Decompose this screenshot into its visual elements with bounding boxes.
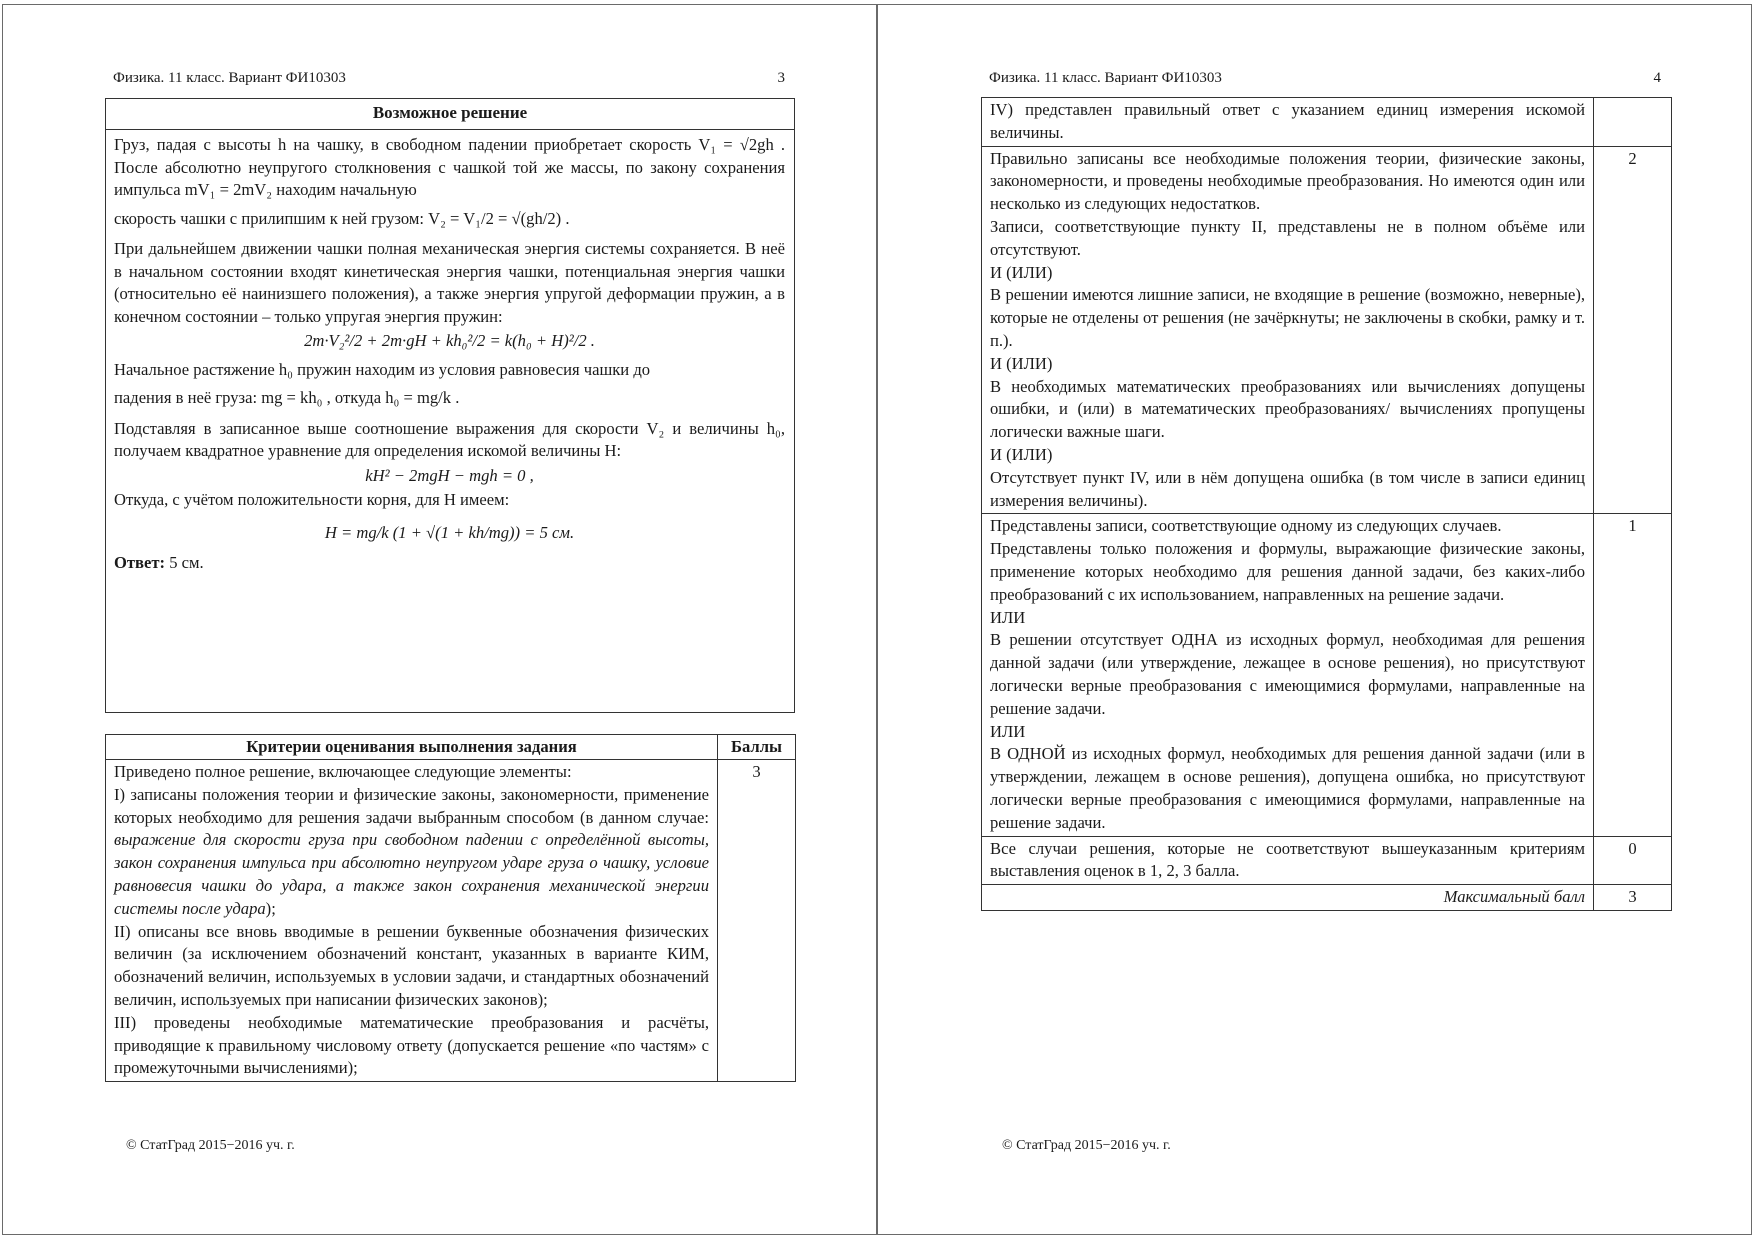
- solution-paragraph-2: При дальнейшем движении чашки полная механическая энергия системы сохраняется. В неё в начальном состоянии входят кинетическая энергия чашки, потенциальная энергия чашки (относительно её наинизшего положения), а также энергия упругой деформации пружин, а в конечном состоянии – только упругая энергия пружин:: [114, 239, 785, 326]
- criteria-cell: [982, 146, 1594, 514]
- criteria-line: Отсутствует пункт IV, или в нём допущена ошибка (в том числе в записи единиц измерения величины).: [990, 467, 1585, 510]
- solution-paragraph-3: Начальное растяжение h₀ пружин находим из условия равновесия чашки до: [114, 359, 651, 379]
- criteria-item-2: II) описаны все вновь вводимые в решении буквенные обозначения физических величин (за исключением обозначений констант, указанных в варианте КИМ, обозначений величин, используемых в условии задачи, и стандартных обозначений величин, используемых при написании физических законов);: [114, 921, 709, 1009]
- criteria-line: И (ИЛИ): [990, 353, 1053, 373]
- criteria-cell: IV) представлен правильный ответ с указанием единиц измерения искомой величины.: [982, 98, 1594, 147]
- score-cell: 1: [1594, 514, 1672, 836]
- table-row: [982, 836, 1672, 885]
- criteria-line: В решении имеются лишние записи, не входящие в решение (возможно, неверные), которые не отделены от решения (не зачёркнуты; не заключены в скобки, рамку и т. п.).: [990, 285, 1585, 350]
- criteria-table-part-2: [981, 97, 1672, 911]
- answer-value: 5 см.: [169, 553, 204, 572]
- criteria-column-header: Критерии оценивания выполнения задания: [106, 735, 718, 760]
- page-number: 3: [777, 70, 785, 86]
- equation-energy: 2m·V₂²/2 + 2m·gH + kh₀²/2 = k(h₀ + H)²/2 .: [304, 331, 595, 350]
- equation-quadratic: kH² − 2mgH − mgh = 0 ,: [365, 465, 534, 485]
- score-cell: [1594, 98, 1672, 147]
- criteria-line: И (ИЛИ): [990, 262, 1053, 282]
- criteria-item-1-italic: выражение для скорости груза при свободном падении с определённой высоты, закон сохранения импульса при абсолютно неупругом ударе груза о чашку, условие равновесия чашки до удара, а также закон сохранения механической энергии системы после удара: [114, 830, 709, 918]
- criteria-line: ИЛИ: [990, 607, 1026, 627]
- criteria-item-3: III) проведены необходимые математические преобразования и расчёты, приводящие к правильному числовому ответу (допускается решение «по частям» с промежуточными вычислениями);: [114, 1012, 709, 1078]
- score-cell: 3: [718, 760, 796, 1082]
- criteria-item-1-text: I) записаны положения теории и физические законы, закономерности, применение которых необходимо для решения задачи выбранным способом (в данном случае:: [114, 784, 709, 827]
- table-row: [982, 885, 1672, 911]
- criteria-line: ИЛИ: [990, 721, 1026, 741]
- table-row: [982, 146, 1672, 514]
- criteria-line: Представлены записи, соответствующие одному из следующих случаев.: [990, 516, 1502, 536]
- criteria-table-part-1: [105, 734, 796, 1082]
- solution-box: [105, 98, 795, 713]
- solution-paragraph-1: Груз, падая с высоты h на чашку, в свободном падении приобретает скорость V₁ = √2gh . После абсолютно неупругого столкновения с чашкой той же массы, по закону сохранения импульса mV₁ = 2mV₂ находим начальную: [114, 135, 785, 199]
- table-row: [982, 98, 1672, 147]
- table-row: [982, 514, 1672, 836]
- solution-paragraph-4: Подставляя в записанное выше соотношение выражения для скорости V₂ и величины h₀, получаем квадратное уравнение для определения искомой величины H:: [114, 418, 785, 460]
- right-page-footer: © СтатГрад 2015−2016 уч. г.: [1002, 1138, 1171, 1153]
- criteria-item-1-end: );: [265, 898, 276, 918]
- page-number: 4: [1653, 70, 1661, 86]
- solution-body: [106, 130, 794, 575]
- answer-line: [114, 552, 785, 575]
- criteria-intro: Приведено полное решение, включающее следующие элементы:: [114, 762, 572, 781]
- criteria-cell: [106, 760, 718, 1082]
- max-score-label: Максимальный балл: [982, 885, 1594, 911]
- criteria-line: В необходимых математических преобразованиях или вычислениях допущены ошибки, и (или) в математических преобразованиях/ вычислениях пропущены логически важные шаги.: [990, 376, 1585, 442]
- criteria-line: Правильно записаны все необходимые положения теории, физические законы, закономерности, и проведены необходимые преобразования. Но имеются один или несколько из следующих недостатков.: [990, 148, 1585, 214]
- solution-paragraph-5: Откуда, с учётом положительности корня, для H имеем:: [114, 490, 510, 509]
- header-title: Физика. 11 класс. Вариант ФИ10303: [113, 70, 346, 86]
- solution-paragraph-1b: скорость чашки с прилипшим к ней грузом: V₂ = V₁/2 = √(gh/2) .: [114, 208, 570, 228]
- score-cell: 2: [1594, 146, 1672, 514]
- table-row: [106, 760, 796, 1082]
- solution-heading: Возможное решение: [106, 99, 794, 130]
- criteria-line: Представлены только положения и формулы, выражающие физические законы, применение которых необходимо для решения данной задачи, без каких-либо преобразований с их использованием, направленных на решение задачи.: [990, 539, 1585, 604]
- criteria-line: Записи, соответствующие пункту II, представлены не в полном объёме или отсутствуют.: [990, 216, 1585, 259]
- points-column-header: Баллы: [718, 735, 796, 760]
- criteria-line: И (ИЛИ): [990, 444, 1053, 464]
- max-score-value: 3: [1594, 885, 1672, 911]
- criteria-line: В решении отсутствует ОДНА из исходных формул, необходимая для решения данной задачи (или утверждение, лежащее в основе решения), но присутствуют логически верные преобразования с имеющимися формулами, направленные на решение задачи.: [990, 630, 1585, 718]
- criteria-item-1: [114, 784, 709, 921]
- solution-paragraph-3b: падения в неё груза: mg = kh₀ , откуда h₀ = mg/k .: [114, 388, 460, 407]
- criteria-line: В ОДНОЙ из исходных формул, необходимых для решения данной задачи (или в утверждении, лежащем в основе решения), допущена ошибка, но присутствуют логически верные преобразования с имеющимися формулами, направленные на решение задачи.: [990, 744, 1585, 832]
- answer-label: Ответ:: [114, 553, 166, 572]
- score-cell: 0: [1594, 836, 1672, 885]
- header-title: Физика. 11 класс. Вариант ФИ10303: [989, 70, 1222, 86]
- criteria-cell: Все случаи решения, которые не соответствуют вышеуказанным критериям выставления оценок в 1, 2, 3 балла.: [982, 836, 1594, 885]
- criteria-cell: [982, 514, 1594, 836]
- left-page-footer: © СтатГрад 2015−2016 уч. г.: [126, 1138, 295, 1153]
- equation-result: H = mg/k (1 + √(1 + kh/mg)) = 5 см.: [324, 522, 575, 542]
